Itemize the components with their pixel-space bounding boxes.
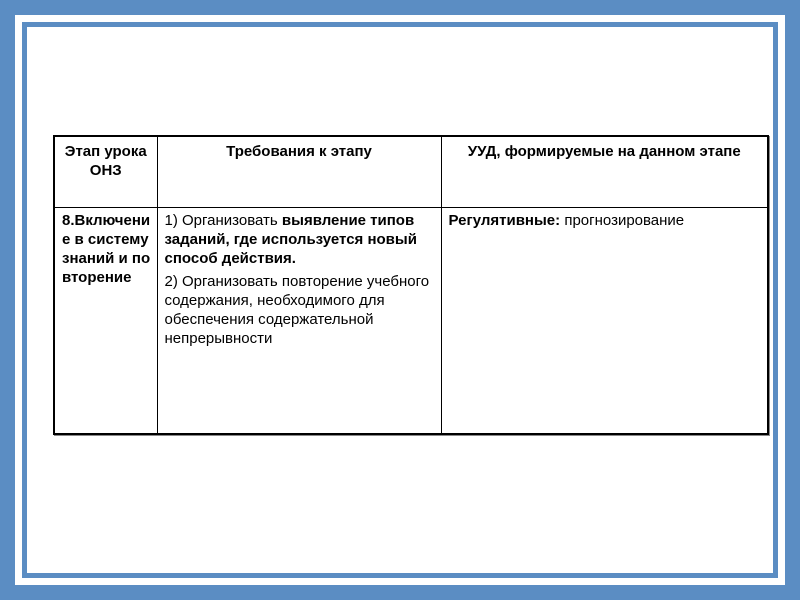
slide-canvas — [27, 27, 773, 573]
requirement-bold-text: выявление типов заданий, где используется новый способ действия. — [164, 212, 417, 267]
requirement-item-2 — [165, 272, 435, 348]
requirements-cell — [157, 208, 441, 435]
lesson-stage-table — [53, 135, 769, 435]
requirement-number: 1) — [164, 212, 178, 229]
requirement-number: 2) — [164, 273, 178, 290]
uud-label: Регулятивные: — [448, 212, 561, 229]
table-row — [54, 208, 768, 435]
requirement-text: Организовать повторение учебного содержания, необходимого для обеспечения содержательной непрерывности — [164, 273, 430, 347]
header-uud: УУД, формируемые на данном этапе — [441, 136, 768, 208]
table-header-row — [54, 136, 768, 208]
requirement-text: Организовать — [182, 212, 278, 229]
header-stage: Этап урока ОНЗ — [54, 136, 157, 208]
stage-cell: 8.Включение в систему знаний и повторение — [54, 208, 157, 435]
header-requirements: Требования к этапу — [157, 136, 441, 208]
uud-text: прогнозирование — [564, 212, 685, 229]
uud-cell — [441, 208, 768, 435]
requirement-item-1 — [165, 211, 435, 268]
